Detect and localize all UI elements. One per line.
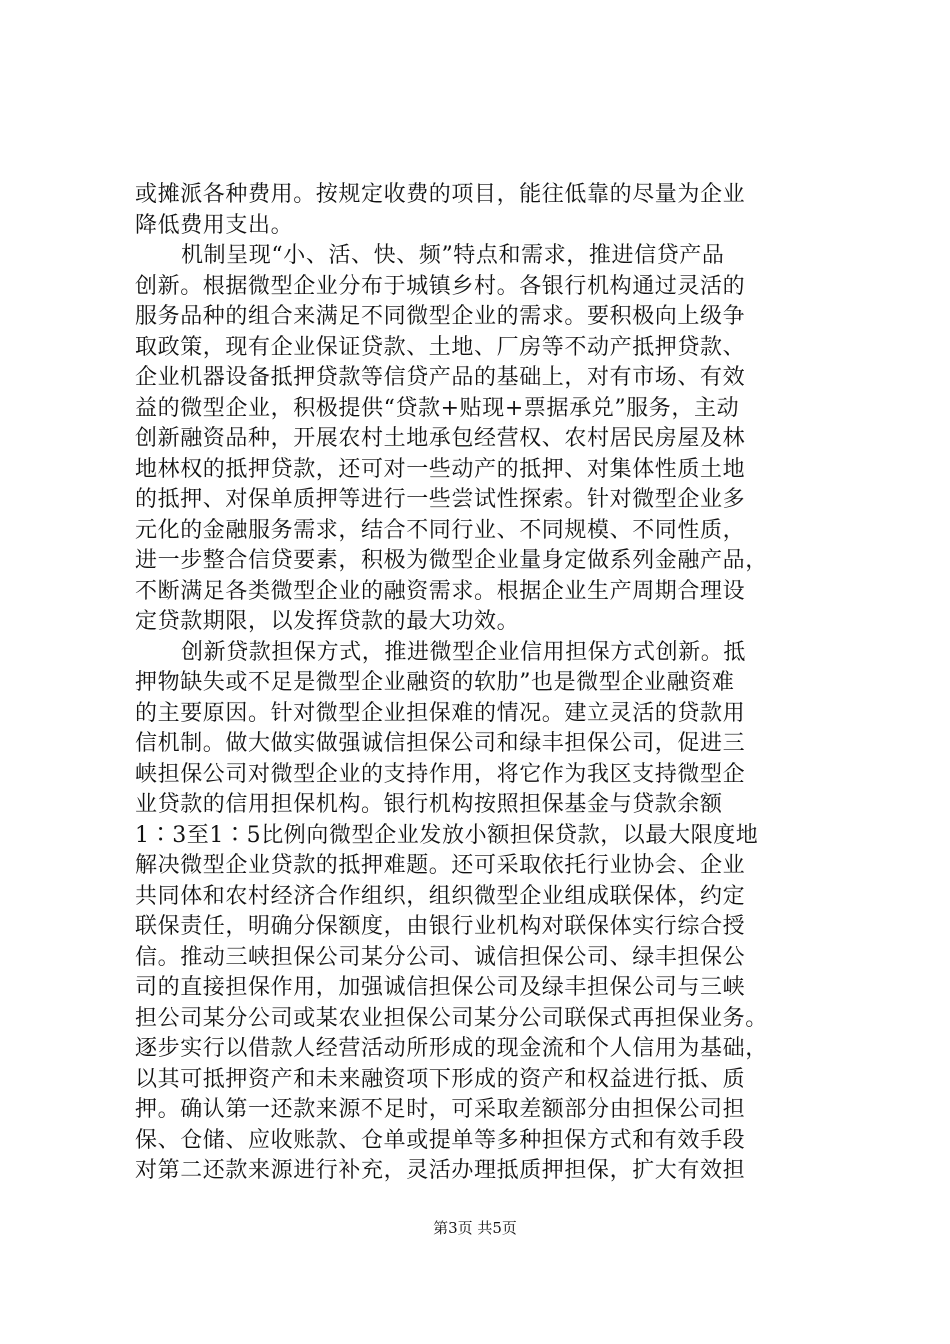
text-line: 解决微型企业贷款的抵押难题。还可采取依托行业协会、企业 xyxy=(135,853,746,878)
text-line: 业贷款的信用担保机构。银行机构按照担保基金与贷款余额 xyxy=(135,792,723,817)
text-line: 共同体和农村经济合作组织，组织微型企业组成联保体，约定 xyxy=(135,883,746,909)
text-line: 进一步整合信贷要素，积极为微型企业量身定做系列金融产品， xyxy=(135,548,768,573)
body-text xyxy=(135,180,835,1187)
text-line: 信机制。做大做实做强诚信担保公司和绿丰担保公司，促进三 xyxy=(135,731,746,756)
text-line: 服务品种的组合来满足不同微型企业的需求。要积极向上级争 xyxy=(135,304,746,329)
text-line: 企业机器设备抵押贷款等信贷产品的基础上，对有市场、有效 xyxy=(135,365,746,390)
text-line: 对第二还款来源进行补充，灵活办理抵质押担保，扩大有效担 xyxy=(135,1158,746,1183)
text-line: 创新。根据微型企业分布于城镇乡村。各银行机构通过灵活的 xyxy=(135,273,746,299)
text-line: 元化的金融服务需求，结合不同行业、不同规模、不同性质， xyxy=(135,517,746,543)
text-line: 的抵押、对保单质押等进行一些尝试性探索。针对微型企业多 xyxy=(135,487,746,512)
text-line: 押。确认第一还款来源不足时，可采取差额部分由担保公司担 xyxy=(135,1097,746,1122)
text-line: 峡担保公司对微型企业的支持作用，将它作为我区支持微型企 xyxy=(135,761,746,787)
text-line: 不断满足各类微型企业的融资需求。根据企业生产周期合理设 xyxy=(135,578,746,604)
text-line: 的主要原因。针对微型企业担保难的情况。建立灵活的贷款用 xyxy=(135,700,746,726)
text-line: 益的微型企业，积极提供“贷款+贴现+票据承兑”服务，主动 xyxy=(135,395,740,421)
text-line: 创新融资品种，开展农村土地承包经营权、农村居民房屋及林 xyxy=(135,426,746,451)
text-line: 司的直接担保作用，加强诚信担保公司及绿丰担保公司与三峡 xyxy=(135,975,746,1000)
text-line: 联保责任，明确分保额度，由银行业机构对联保体实行综合授 xyxy=(135,914,746,939)
page-number-footer: 第3页 共5页 xyxy=(433,1219,517,1237)
text-line: 创新贷款担保方式，推进微型企业信用担保方式创新。抵 xyxy=(181,639,747,665)
text-line: 信。推动三峡担保公司某分公司、诚信担保公司、绿丰担保公 xyxy=(135,944,746,970)
text-line: 或摊派各种费用。按规定收费的项目，能往低靠的尽量为企业 xyxy=(135,182,746,207)
text-line: 担公司某分公司或某农业担保公司某分公司联保式再担保业务。 xyxy=(135,1005,768,1031)
text-line: 地林权的抵押贷款，还可对一些动产的抵押、对集体性质土地 xyxy=(135,456,746,482)
text-line: 押物缺失或不足是微型企业融资的软肋”也是微型企业融资难 xyxy=(135,670,735,695)
text-line: 取政策，现有企业保证贷款、土地、厂房等不动产抵押贷款、 xyxy=(135,334,746,360)
text-line: 1∶3至1∶5比例向微型企业发放小额担保贷款，以最大限度地 xyxy=(135,822,759,848)
text-line: 机制呈现“小、活、快、频”特点和需求，推进信贷产品 xyxy=(181,243,725,268)
text-line: 降低费用支出。 xyxy=(135,212,294,238)
text-line: 保、仓储、应收账款、仓单或提单等多种担保方式和有效手段 xyxy=(135,1127,746,1153)
text-line: 定贷款期限，以发挥贷款的最大功效。 xyxy=(135,609,520,634)
text-line: 以其可抵押资产和未来融资项下形成的资产和权益进行抵、质 xyxy=(135,1066,746,1092)
text-line: 逐步实行以借款人经营活动所形成的现金流和个人信用为基础， xyxy=(135,1036,768,1061)
